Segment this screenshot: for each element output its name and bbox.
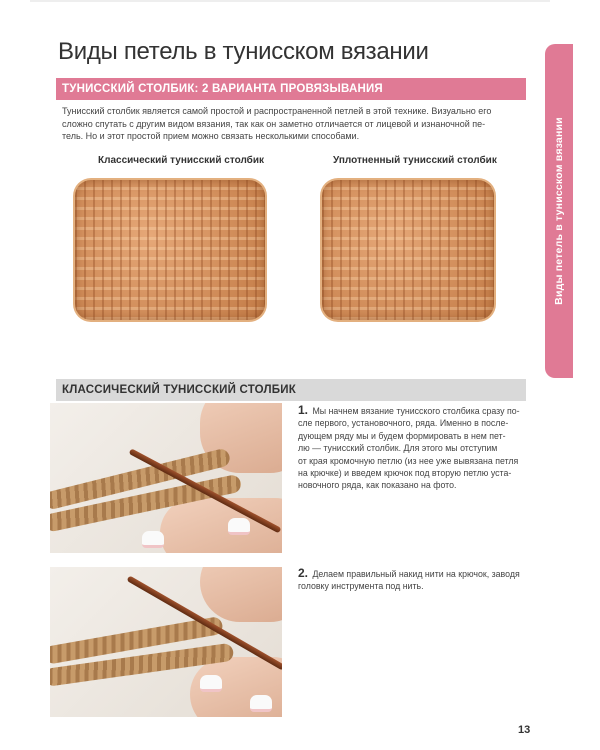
intro-line: сложно спутать с другим видом вязания, так как он заметно отличается от лицевой и изнаночной пе-	[62, 118, 486, 129]
page-number: 13	[518, 724, 531, 736]
step-1-text	[298, 404, 526, 492]
step-line: на крючке) и введем крючок под вторую петлю уста-	[298, 468, 512, 479]
side-chapter-tab-label: Виды петель в тунисском вязании	[553, 117, 565, 305]
intro-paragraph	[62, 105, 524, 143]
fingernail	[200, 675, 222, 692]
step-line: от края кромочную петлю (из нее уже вывязана петля	[298, 455, 519, 466]
step-line-text: Делаем правильный накид нити на крючок, заводя	[312, 569, 520, 579]
section-header-tunisian-stitch-variants: ТУНИССКИЙ СТОЛБИК: 2 ВАРИАНТА ПРОВЯЗЫВАНИЯ	[56, 78, 526, 100]
intro-line: тель. Но и этот простой прием можно связать несколькими способами.	[62, 131, 360, 141]
classic-swatch-photo	[75, 180, 265, 320]
caption-dense-swatch: Уплотненный тунисский столбик	[333, 155, 497, 166]
step-line: сле первого, установочного, ряда. Именно в после-	[298, 418, 509, 429]
fingernail	[228, 518, 250, 535]
step-1-photo	[50, 403, 282, 553]
dense-swatch-photo	[322, 180, 494, 320]
step-2-photo	[50, 567, 282, 717]
step-line: новочного ряда, как показано на фото.	[298, 480, 457, 491]
step-line: головку инструмента под нить.	[298, 581, 424, 592]
fingernail	[250, 695, 272, 712]
top-rule	[30, 0, 550, 2]
section-header-classic-stitch: КЛАССИЧЕСКИЙ ТУНИССКИЙ СТОЛБИК	[56, 379, 526, 401]
intro-line: Тунисский столбик является самой простой и распространенной петлей в этой технике. Визуально его	[62, 106, 492, 116]
fingernail	[142, 531, 164, 548]
hand-shape	[200, 567, 282, 622]
step-line: дующем ряду мы и будем формировать в нем пет-	[298, 430, 506, 441]
step-line-text: Мы начнем вязание тунисского столбика сразу по-	[312, 406, 520, 416]
side-chapter-tab	[545, 44, 573, 378]
page-title: Виды петель в тунисском вязании	[58, 38, 429, 65]
step-number: 1.	[298, 403, 309, 417]
step-number: 2.	[298, 566, 309, 580]
caption-classic-swatch: Классический тунисский столбик	[98, 155, 264, 166]
step-line	[298, 404, 526, 417]
step-2-text	[298, 567, 526, 593]
step-line	[298, 567, 526, 580]
step-line: лю — тунисский столбик. Для этого мы отступим	[298, 443, 498, 454]
